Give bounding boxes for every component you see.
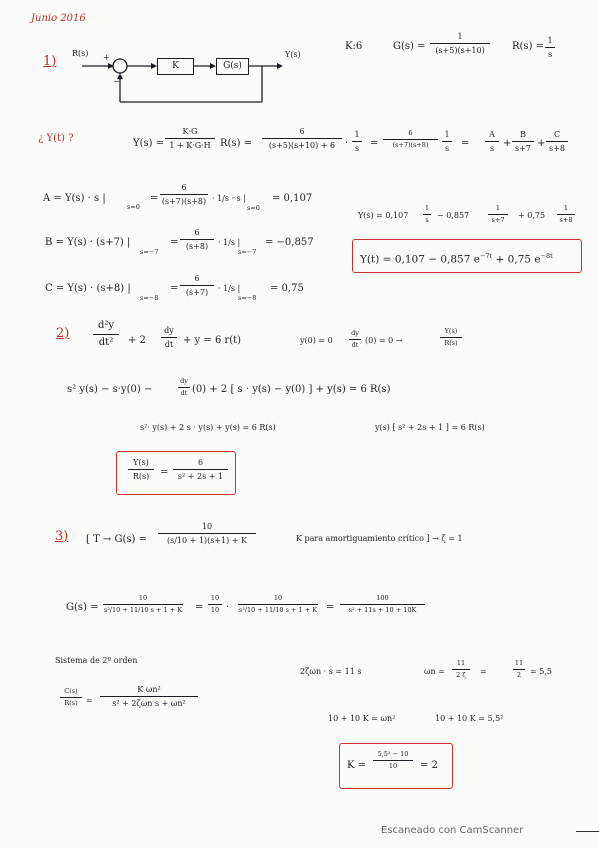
k-fraction: 5,5² − 10 10 bbox=[373, 751, 413, 771]
b-eq: = bbox=[170, 237, 179, 248]
block-k: K bbox=[157, 58, 194, 75]
ode-mid: + 2 bbox=[128, 335, 146, 346]
b-sub-2: s=−7 bbox=[238, 248, 257, 256]
gs-fraction-3: 10 s²/10 + 11/10 s + 1 + K bbox=[238, 594, 318, 615]
gs-label: G(s) = bbox=[66, 602, 99, 613]
yt-result: Y(t) = 0,107 − 0,857 $e^{-7t} + 0,75$ $e^{-8t}$ bbox=[360, 252, 553, 266]
p3-intro: [ T → G(s) = bbox=[86, 534, 147, 545]
ys-fraction-5: 1 s bbox=[442, 130, 452, 153]
page-date: Junio 2016 bbox=[31, 13, 86, 24]
k-result: = 2 bbox=[420, 760, 438, 771]
g-fraction: 1 (s+5)(s+10) bbox=[430, 32, 490, 55]
zeta-equation: 2ζωn · s = 11 s bbox=[300, 667, 362, 676]
a-mid: · 1/s · s | bbox=[212, 194, 246, 203]
ysum-label: Y(s) = 0,107 bbox=[358, 211, 409, 220]
b-mid: · 1/s | bbox=[218, 238, 241, 247]
laplace-line-2: s²· y(s) + 2 s · y(s) + y(s) = 6 R(s) bbox=[140, 423, 276, 432]
pf-plus-2: + bbox=[537, 138, 546, 149]
std-lhs: C(s) R(s) bbox=[60, 688, 82, 708]
ode-d2y: d²y dt² bbox=[93, 320, 119, 348]
a-result: = 0,107 bbox=[272, 193, 313, 204]
c-fraction: 6 (s+7) bbox=[180, 274, 214, 297]
tf-rhs: 6 s² + 2s + 1 bbox=[173, 458, 228, 481]
gs-fraction-2: 10 10 bbox=[208, 595, 222, 615]
c-sub: s=−8 bbox=[140, 294, 159, 302]
k-equation-b: 10 + 10 K = 5,5² bbox=[435, 714, 504, 723]
ysum-fraction-3: 1 s+8 bbox=[557, 205, 575, 225]
ys-r-label: R(s) = bbox=[220, 138, 253, 149]
ysum-end: + 0,75 bbox=[518, 211, 546, 220]
ode-end: + y = 6 r(t) bbox=[183, 335, 242, 346]
initial-condition-1: y(0) = 0 bbox=[300, 336, 333, 345]
wn-result: = 5,5 bbox=[530, 667, 552, 676]
pf-a: A s bbox=[485, 130, 499, 153]
diagram-input-label: R(s) bbox=[72, 49, 89, 58]
laplace-line-1: s² y(s) − s·y(0) − bbox=[67, 384, 153, 395]
k-equation-a: 10 + 10 K = ωn² bbox=[328, 714, 396, 723]
problem-1-number: 1) bbox=[43, 54, 57, 69]
problem-2-number: 2) bbox=[56, 326, 70, 341]
problem-3-number: 3) bbox=[55, 529, 69, 544]
initial-condition-2-frac: dy dt bbox=[349, 330, 361, 350]
a-lhs: A = Y(s) · s | bbox=[43, 193, 106, 204]
gs-eq-1: = bbox=[195, 602, 204, 613]
second-order-label: Sistema de 2º orden bbox=[55, 656, 138, 665]
scanner-watermark: Escaneado con CamScanner bbox=[381, 825, 524, 836]
initial-condition-2-end: (0) = 0 → bbox=[365, 336, 403, 345]
g-label: G(s) = bbox=[393, 41, 426, 52]
b-lhs: B = Y(s) · (s+7) | bbox=[45, 237, 131, 248]
c-eq: = bbox=[170, 283, 179, 294]
wn-label: ωn = bbox=[424, 667, 445, 676]
ys-fraction-3: 1 s bbox=[352, 130, 362, 153]
ysum-mid: − 0,857 bbox=[437, 211, 470, 220]
r-label: R(s) = bbox=[512, 41, 545, 52]
a-eq: = bbox=[150, 193, 159, 204]
b-result: = −0,857 bbox=[265, 237, 314, 248]
ys-equals: = bbox=[370, 138, 379, 149]
std-rhs: K ωn² s² + 2ζωn s + ωn² bbox=[100, 685, 198, 708]
r-fraction: 1 s bbox=[545, 36, 555, 59]
tf-equals: = bbox=[160, 467, 169, 478]
pf-c: C s+8 bbox=[546, 130, 568, 153]
ys-dot: · bbox=[345, 138, 349, 149]
c-result: = 0,75 bbox=[270, 283, 304, 294]
summing-junction bbox=[113, 59, 127, 73]
diagram-minus-sign: − bbox=[113, 77, 120, 86]
laplace-line-1-end: (0) + 2 [ s · y(s) − y(0) ] + y(s) = 6 R(s) bbox=[192, 384, 391, 395]
ys-equals-2: = bbox=[461, 138, 470, 149]
ys-label: Y(s) = bbox=[133, 138, 165, 149]
block-g: G(s) bbox=[216, 58, 249, 75]
diagram-output-label: Y(s) bbox=[285, 50, 301, 59]
gs-fraction-4: 100 s² + 11s + 10 + 10K bbox=[340, 595, 425, 615]
c-sub-2: s=−8 bbox=[238, 294, 257, 302]
laplace-line-1-frac: dy dt bbox=[178, 378, 190, 398]
c-mid: · 1/s | bbox=[218, 284, 241, 293]
diagram-plus-sign: + bbox=[103, 53, 110, 62]
target-ratio: Y(s) R(s) bbox=[440, 328, 462, 348]
ys-fraction-1: K·G 1 + K·G·H bbox=[165, 127, 215, 150]
ys-fraction-2: 6 (s+5)(s+10) + 6 bbox=[262, 127, 342, 150]
k-label: K = bbox=[347, 760, 367, 771]
wn-fraction-2: 11 2 bbox=[514, 659, 524, 680]
ysum-fraction-2: 1 s+7 bbox=[488, 205, 508, 225]
ode-dy: dy dt bbox=[161, 326, 177, 349]
gs-eq-2: = bbox=[326, 602, 335, 613]
pf-b: B s+7 bbox=[512, 130, 534, 153]
a-sub: s=0 bbox=[127, 203, 140, 211]
gs-dot: · bbox=[226, 602, 230, 613]
b-sub: s=−7 bbox=[140, 248, 159, 256]
given-k: K:6 bbox=[345, 41, 363, 52]
wn-fraction-1: 11 2 ζ bbox=[452, 660, 470, 680]
pf-plus-1: + bbox=[503, 138, 512, 149]
ys-fraction-4: 6 (s+7)(s+8) bbox=[383, 130, 438, 150]
laplace-line-3: y(s) [ s² + 2s + 1 ] = 6 R(s) bbox=[375, 423, 485, 432]
c-lhs: C = Y(s) · (s+8) | bbox=[45, 283, 131, 294]
tf-lhs: Y(s) R(s) bbox=[128, 458, 154, 481]
b-fraction: 6 (s+8) bbox=[180, 228, 214, 251]
a-sub-2: s=0 bbox=[247, 204, 260, 212]
wn-eq: = bbox=[480, 667, 487, 676]
gs-fraction-1: 10 s²/10 + 11/10 s + 1 + K bbox=[103, 594, 183, 615]
p3-g-fraction: 10 (s/10 + 1)(s+1) + K bbox=[158, 522, 256, 545]
std-eq: = bbox=[86, 696, 93, 705]
question-yt: ¿ Y(t) ? bbox=[38, 133, 74, 144]
a-fraction: 6 (s+7)(s+8) bbox=[161, 183, 207, 207]
p3-k-text: K para amortiguamiento crítico ] → ζ = 1 bbox=[296, 534, 463, 543]
ysum-fraction-1: 1 s bbox=[424, 204, 430, 225]
footer-line bbox=[576, 831, 599, 832]
